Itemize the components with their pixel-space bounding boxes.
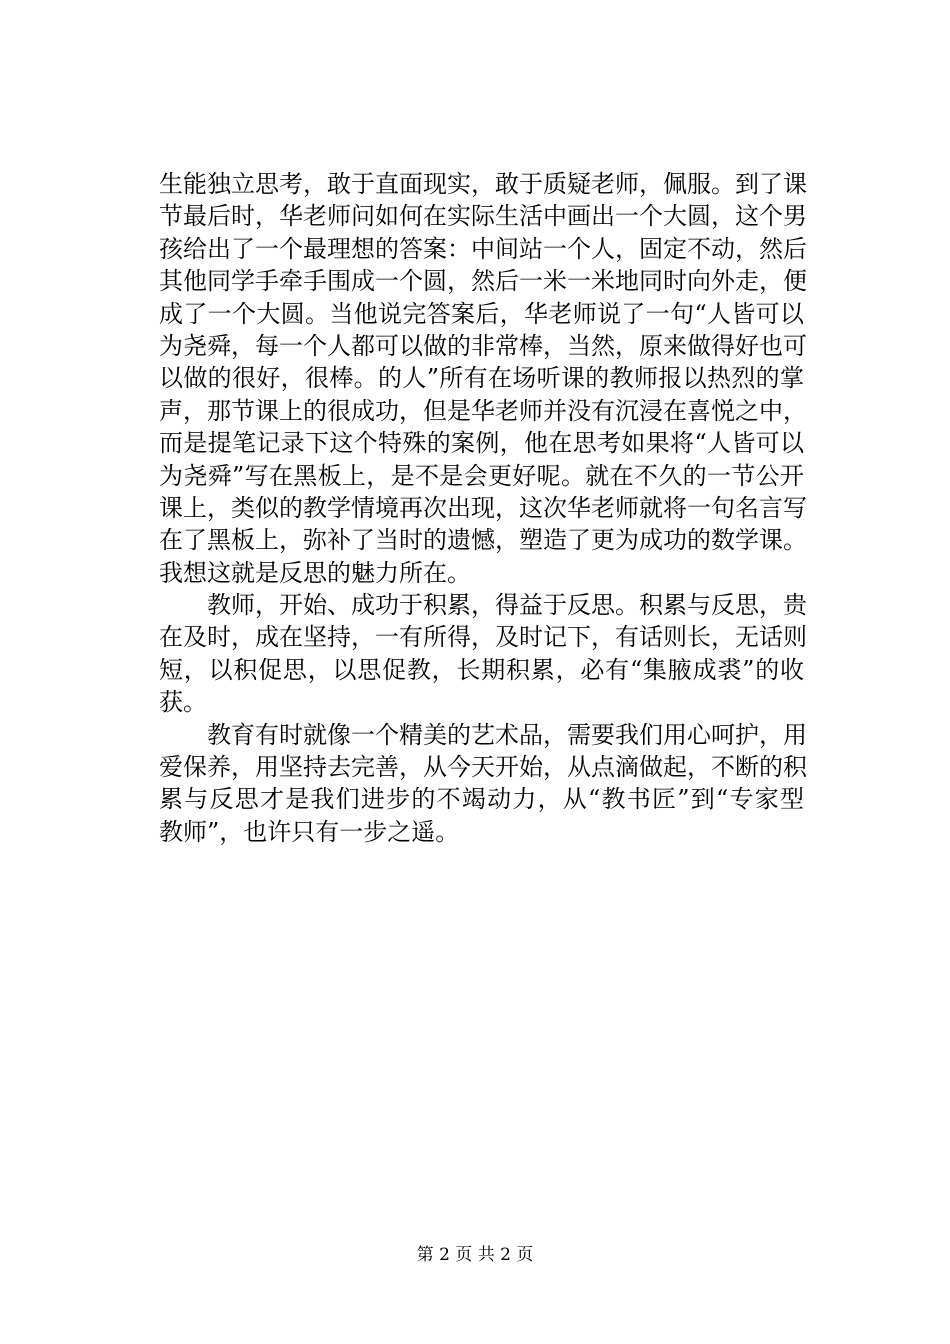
text-line: 教师”，也许只有一步之遥。 — [159, 817, 460, 846]
text-line: 课上，类似的教学情境再次出现，这次华老师就将一句名言写 — [159, 493, 807, 522]
text-line: 在及时，成在坚持，一有所得，及时记下，有话则长，无话则 — [159, 623, 807, 652]
text-line: 成了一个大圆。当他说完答案后，华老师说了一句“人皆可以 — [159, 299, 804, 328]
text-line: 为尧舜”写在黑板上，是不是会更好呢。就在不久的一节公开 — [159, 461, 804, 490]
text-line: 声，那节课上的很成功，但是华老师并没有沉浸在喜悦之中， — [159, 396, 807, 425]
text-line: 生能独立思考，敢于直面现实，敢于质疑老师，佩服。到了课 — [159, 170, 807, 198]
text-line: 短，以积促思，以思促教，长期积累，必有“集腋成裘”的收 — [159, 655, 804, 684]
page-number-footer: 第 2 页 共 2 页 — [416, 1245, 534, 1265]
text-line: 爱保养，用坚持去完善，从今天开始，从点滴做起，不断的积 — [159, 753, 807, 782]
text-line: 获。 — [159, 688, 207, 717]
text-line: 累与反思才是我们进步的不竭动力，从“教书匠”到“专家型 — [159, 785, 804, 814]
text-line: 节最后时，华老师问如何在实际生活中画出一个大圆，这个男 — [159, 202, 807, 231]
text-line: 以做的很好，很棒。的人”所有在场听课的教师报以热烈的掌 — [159, 364, 804, 393]
text-line: 为尧舜，每一个人都可以做的非常棒，当然，原来做得好也可 — [159, 331, 807, 360]
text-line: 教师，开始、成功于积累，得益于反思。积累与反思，贵 — [159, 591, 807, 620]
document-body — [159, 168, 807, 848]
text-line: 而是提笔记录下这个特殊的案例，他在思考如果将“人皆可以 — [159, 429, 804, 458]
text-line: 我想这就是反思的魅力所在。 — [159, 558, 471, 587]
text-line: 教育有时就像一个精美的艺术品，需要我们用心呵护，用 — [159, 720, 807, 749]
text-line: 其他同学手牵手围成一个圆，然后一米一米地同时向外走，便 — [159, 267, 807, 296]
text-line: 在了黑板上，弥补了当时的遗憾，塑造了更为成功的数学课。 — [159, 526, 807, 555]
text-line: 孩给出了一个最理想的答案：中间站一个人，固定不动，然后 — [159, 234, 807, 263]
